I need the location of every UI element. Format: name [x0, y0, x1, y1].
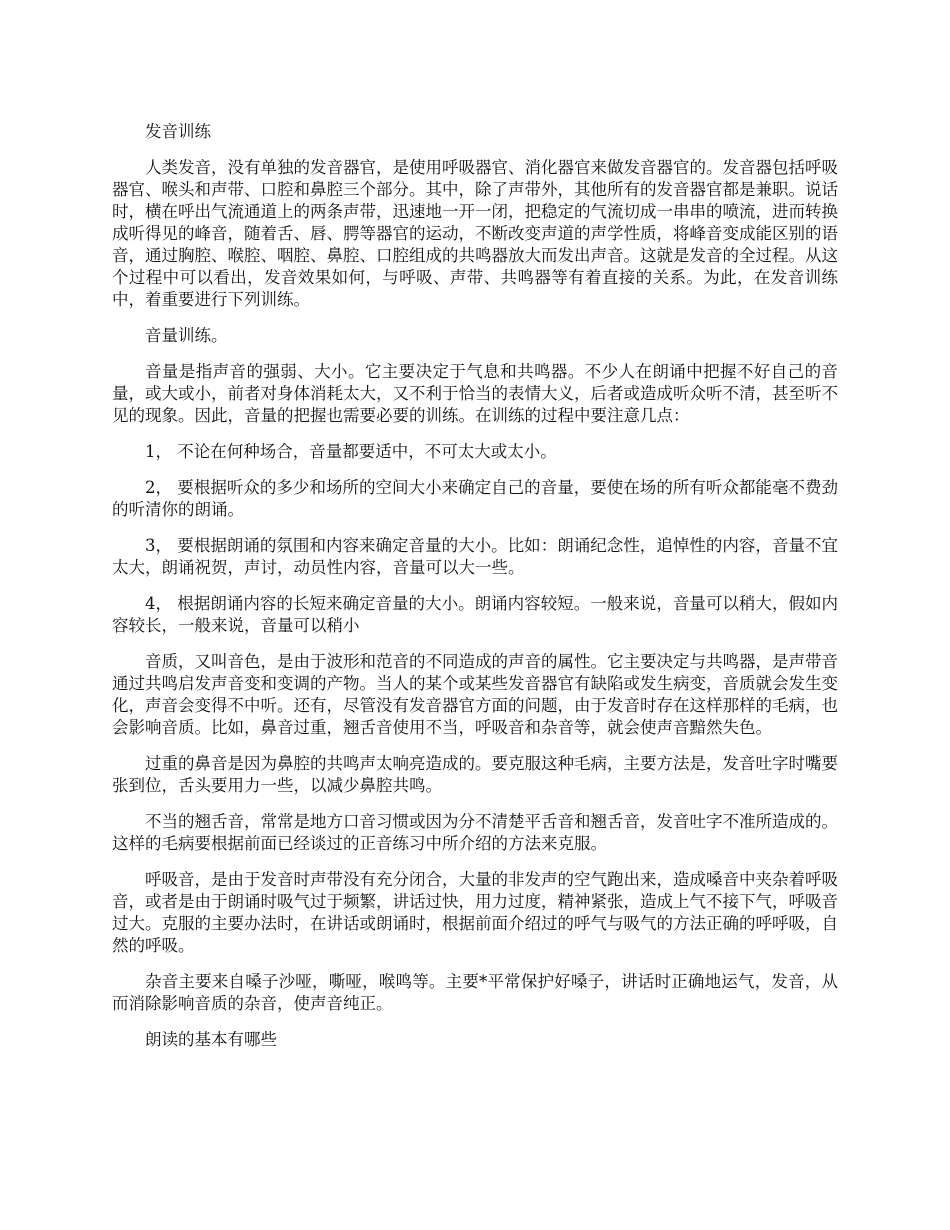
paragraph: 音质，又叫音色，是由于波形和范音的不同造成的声音的属性。它主要决定与共鸣器，是声带音通过共鸣启发声音变和变调的产物。当人的某个或某些发音器官有缺陷或发生病变，音质就会发生变化，声音会变得不中听。还有，尽管没有发音器官方面的问题，由于发音时存在这样那样的毛病，也会影响音质。比如，鼻音过重，翘舌音使用不当，呼吸音和杂音等，就会使声音黯然失色。	[112, 652, 838, 737]
document-title: 发音训练	[145, 122, 211, 141]
document-body	[112, 121, 838, 1065]
list-item: 3， 要根据朗诵的氛围和内容来确定音量的大小。比如：朗诵纪念性，追悼性的内容，音量不宜太大，朗诵祝贺，声讨，动员性内容，音量可以大一些。	[112, 536, 838, 577]
paragraph: 过重的鼻音是因为鼻腔的共鸣声太响亮造成的。要克服这种毛病，主要方法是，发音吐字时嘴要张到位，舌头要用力一些，以减少鼻腔共鸣。	[112, 754, 838, 795]
paragraph: 呼吸音，是由于发音时声带没有充分闭合，大量的非发声的空气跑出来，造成嗓音中夹杂着呼吸音，或者是由于朗诵时吸气过于频繁，讲话过快，用力过度，精神紧张，造成上气不接下气，呼吸音过大。克服的主要办法时，在讲话或朗诵时，根据前面介绍过的呼气与吸气的方法正确的呼呼吸，自然的呼吸。	[112, 870, 838, 955]
paragraph: 音量是指声音的强弱、大小。它主要决定于气息和共鸣器。不少人在朗诵中把握不好自己的音量，或大或小，前者对身体消耗太大，又不利于恰当的表情大义，后者或造成听众听不清，甚至听不见的现象。因此，音量的把握也需要必要的训练。在训练的过程中要注意几点：	[112, 362, 838, 425]
list-item: 2， 要根据听众的多少和场所的空间大小来确定自己的音量，要使在场的所有听众都能毫不费劲的听清你的朗诵。	[112, 478, 838, 519]
paragraph: 人类发音，没有单独的发音器官，是使用呼吸器官、消化器官来做发音器官的。发音器包括呼吸器官、喉头和声带、口腔和鼻腔三个部分。其中，除了声带外，其他所有的发音器官都是兼职。说话时，横在呼出气流通道上的两条声带，迅速地一开一闭，把稳定的气流切成一串串的喷流，进而转换成听得见的峰音，随着舌、唇、腭等器官的运动，不断改变声道的声学性质，将峰音变成能区别的语音，通过胸腔、喉腔、咽腔、鼻腔、口腔组成的共鸣器放大而发出声音。这就是发音的全过程。从这个过程中可以看出，发音效果如何，与呼吸、声带、共鸣器等有着直接的关系。为此，在发音训练中，着重要进行下列训练。	[112, 158, 838, 309]
list-item: 1， 不论在何种场合，音量都要适中，不可太大或太小。	[145, 442, 557, 461]
paragraph: 杂音主要来自嗓子沙哑，嘶哑，喉鸣等。主要*平常保护好嗓子，讲话时正确地运气，发音，从而消除影响音质的杂音，使声音纯正。	[112, 972, 838, 1013]
section-heading: 音量训练。	[145, 326, 228, 345]
closing-heading: 朗读的基本有哪些	[145, 1030, 277, 1049]
paragraph: 不当的翘舌音，常常是地方口音习惯或因为分不清楚平舌音和翘舌音，发音吐字不准所造成的。这样的毛病要根据前面已经谈过的正音练习中所介绍的方法来克服。	[112, 812, 838, 853]
list-item: 4， 根据朗诵内容的长短来确定音量的大小。朗诵内容较短。一般来说，音量可以稍大，假如内容较长，一般来说，音量可以稍小	[112, 594, 838, 635]
